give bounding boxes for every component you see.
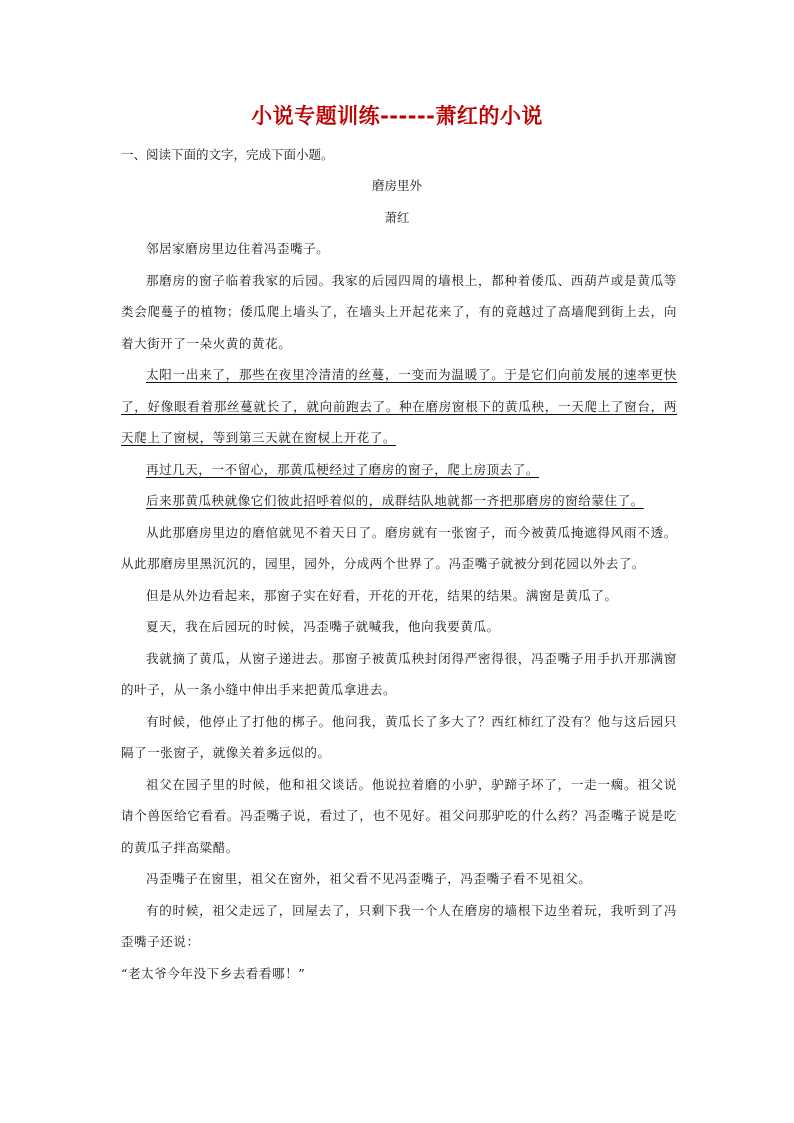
- underlined-passage-2: 再过几天，一不留心，那黄瓜梗经过了磨房的窗子，爬上房顶去了。: [146, 461, 540, 477]
- underlined-passage-3: 后来那黄瓜秧就像它们彼此招呼着似的，成群结队地就都一齐把那磨房的窗给蒙住了。: [146, 493, 644, 508]
- paragraph-10: 有时候，他停止了打他的梆子。他问我，黄瓜长了多大了？西红柿红了没有？他与这后园只隔了一张窗子，就像关着多远似的。: [121, 713, 677, 760]
- paragraph-8: 夏天，我在后园玩的时候，冯歪嘴子就喊我，他向我要黄瓜。: [146, 619, 500, 634]
- document-title: 小说专题训练------萧红的小说: [251, 104, 543, 128]
- paragraph-11: 祖父在园子里的时候，他和祖父谈话。他说拉着磨的小驴，驴蹄子坏了，一走一瘸。祖父说请个兽医给它看看。冯歪嘴子说，看过了，也不见好。祖父问那驴吃的什么药？冯歪嘴子说是吃的黄瓜子拌高粱醋。: [121, 776, 677, 855]
- question-instruction: 一、阅读下面的文字，完成下面小题。: [121, 147, 334, 162]
- paragraph-9: 我就摘了黄瓜，从窗子递进去。那窗子被黄瓜秧封闭得严密得很，冯歪嘴子用手扒开那满窗的叶子，从一条小缝中伸出手来把黄瓜拿进去。: [121, 650, 677, 697]
- paragraph-12: 冯歪嘴子在窗里，祖父在窗外，祖父看不见冯歪嘴子，冯歪嘴子看不见祖父。: [146, 871, 592, 886]
- story-body: [121, 233, 677, 989]
- paragraph-4-underlined: [121, 454, 677, 486]
- paragraph-2: 那磨房的窗子临着我家的后园。我家的后园四周的墙根上，都种着倭瓜、西葫芦或是黄瓜等类会爬蔓子的植物；倭瓜爬上墙头了，在墙头上开起花来了，有的竟越过了高墙爬到街上去，向着大街开了一朵火黄的黄花。: [121, 272, 677, 351]
- paragraph-1: 邻居家磨房里边住着冯歪嘴子。: [146, 241, 330, 256]
- underlined-passage-1: 太阳一出来了，那些在夜里冷清清的丝蔓，一变而为温暖了。于是它们向前发展的速率更快了，好像眼看着那丝蔓就长了，就向前跑去了。种在磨房窗根下的黄瓜秧，一天爬上了窗台，两天爬上了窗棂，等到第三天就在窗棂上开花了。: [121, 367, 677, 445]
- paragraph-7: 但是从外边看起来，那窗子实在好看，开花的开花，结果的结果。满窗是黄瓜了。: [146, 587, 618, 603]
- paragraph-5-underlined: [121, 485, 677, 517]
- paragraph-13: 有的时候，祖父走远了，回屋去了，只剩下我一个人在磨房的墙根下边坐着玩，我听到了冯歪嘴子还说：: [121, 902, 677, 949]
- paragraph-6: 从此那磨房里边的磨倌就见不着天日了。磨房就有一张窗子，而今被黄瓜掩遮得风雨不透。从此那磨房里黑沉沉的，园里，园外，分成两个世界了。冯歪嘴子就被分到花园以外去了。: [121, 524, 677, 571]
- paragraph-14-quote: “老太爷今年没下乡去看看哪！”: [121, 965, 306, 981]
- story-author: 萧红: [384, 210, 410, 225]
- paragraph-3-underlined: [121, 359, 677, 454]
- story-title: 磨房里外: [371, 178, 422, 193]
